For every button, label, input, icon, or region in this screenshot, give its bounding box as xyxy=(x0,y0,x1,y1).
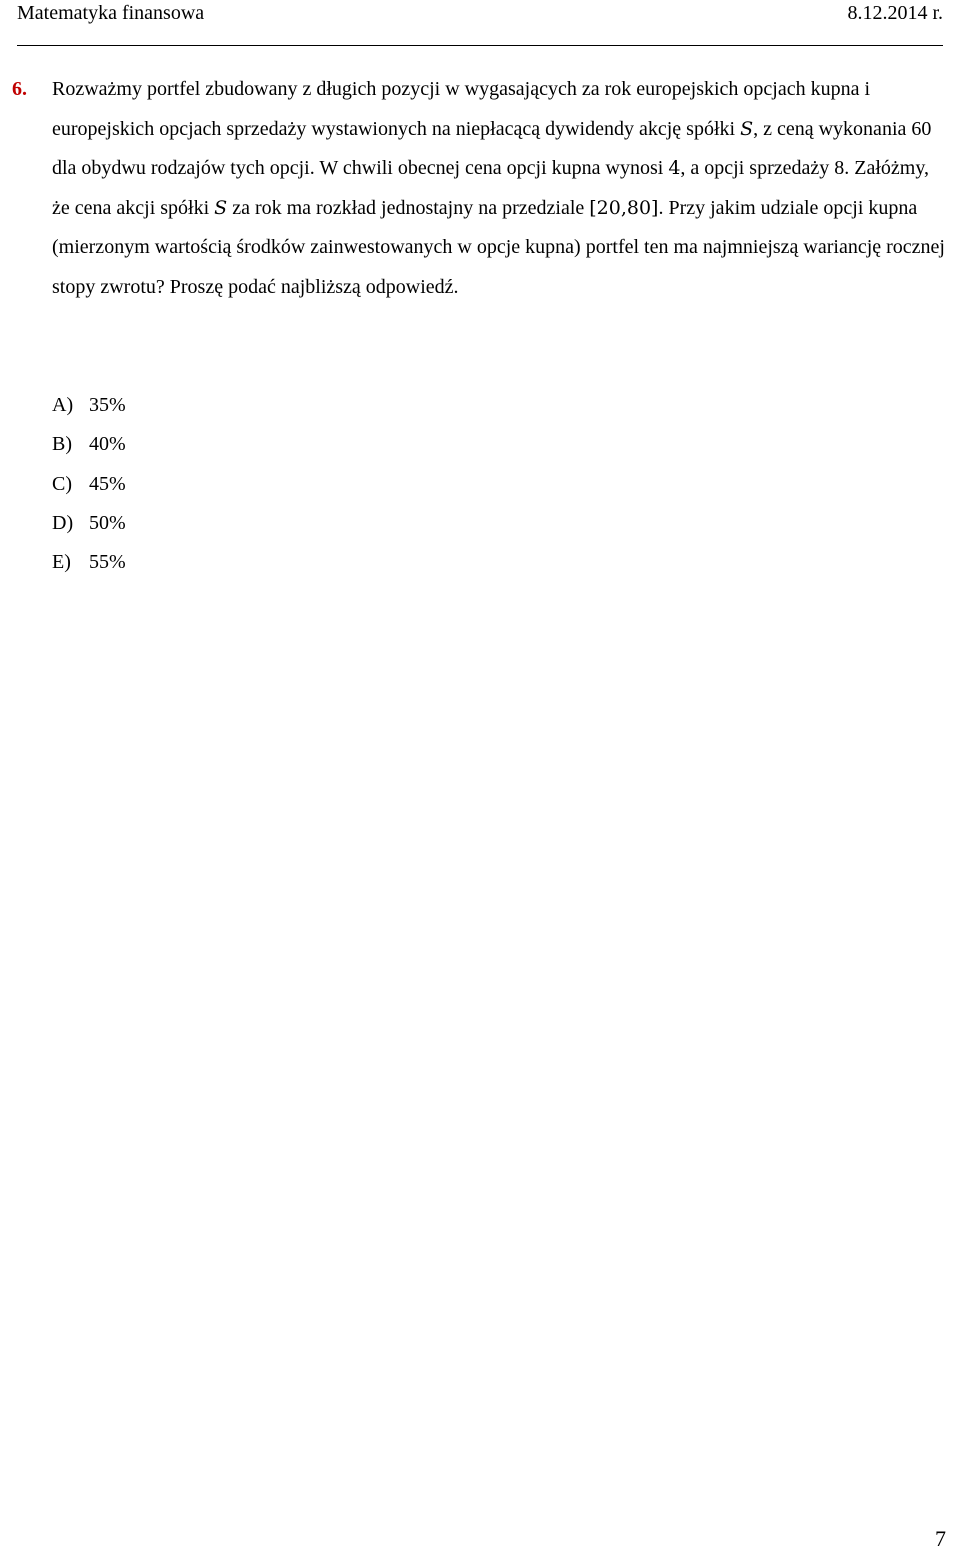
page-header xyxy=(17,0,943,46)
page-number: 7 xyxy=(935,1526,946,1551)
header-exam-date: 8.12.2014 r. xyxy=(847,2,943,24)
problem-statement xyxy=(52,70,948,308)
problem-text-part-5: . Przy jakim udziale opcji kupna (mierzonym wartością środków zainwestowanych w opcje kupna) portfel ten ma najmniejszą wariancję rocznej stopy zwrotu? Proszę podać najbliższą odpowiedź. xyxy=(52,196,945,298)
option-value: 45% xyxy=(89,472,126,495)
option-a xyxy=(52,386,126,425)
problem-text-part-3: , a opcji sprzedaży 8. Załóżmy, że cena akcji spółki xyxy=(52,157,930,219)
option-d xyxy=(52,504,126,543)
option-letter: A) xyxy=(52,394,74,416)
option-value: 50% xyxy=(89,511,126,534)
answer-options xyxy=(52,386,126,582)
option-value: 55% xyxy=(89,551,126,574)
option-b xyxy=(52,425,126,464)
math-value-4: 4 xyxy=(668,157,681,180)
problem-text-part-4: za rok ma rozkład jednostajny na przedziale xyxy=(227,196,590,219)
option-c xyxy=(52,465,126,504)
option-value: 40% xyxy=(89,433,126,456)
math-symbol-s: S xyxy=(214,196,228,219)
header-course-title: Matematyka finansowa xyxy=(17,2,205,24)
option-letter: E) xyxy=(52,551,71,574)
option-value: 35% xyxy=(89,394,126,416)
problem-text-part-1: Rozważmy portfel zbudowany z długich pozycji w wygasających za rok europejskich opcjach kupna i europejskich opcjach sprzedaży wystawionych na niepłacącą dywidendy akcję spółki xyxy=(52,78,871,140)
problem-6 xyxy=(12,70,948,308)
option-letter: B) xyxy=(52,433,72,456)
option-letter: D) xyxy=(52,511,74,534)
math-symbol-s: S xyxy=(740,117,754,140)
option-e xyxy=(52,543,126,582)
math-interval: [20,80] xyxy=(589,196,659,219)
option-letter: C) xyxy=(52,472,72,495)
problem-number: 6. xyxy=(12,78,27,100)
problem-text-part-2: , z ceną wykonania 60 dla obydwu rodzajów tych opcji. W chwili obecnej cena opcji kupna wynosi xyxy=(52,117,932,180)
